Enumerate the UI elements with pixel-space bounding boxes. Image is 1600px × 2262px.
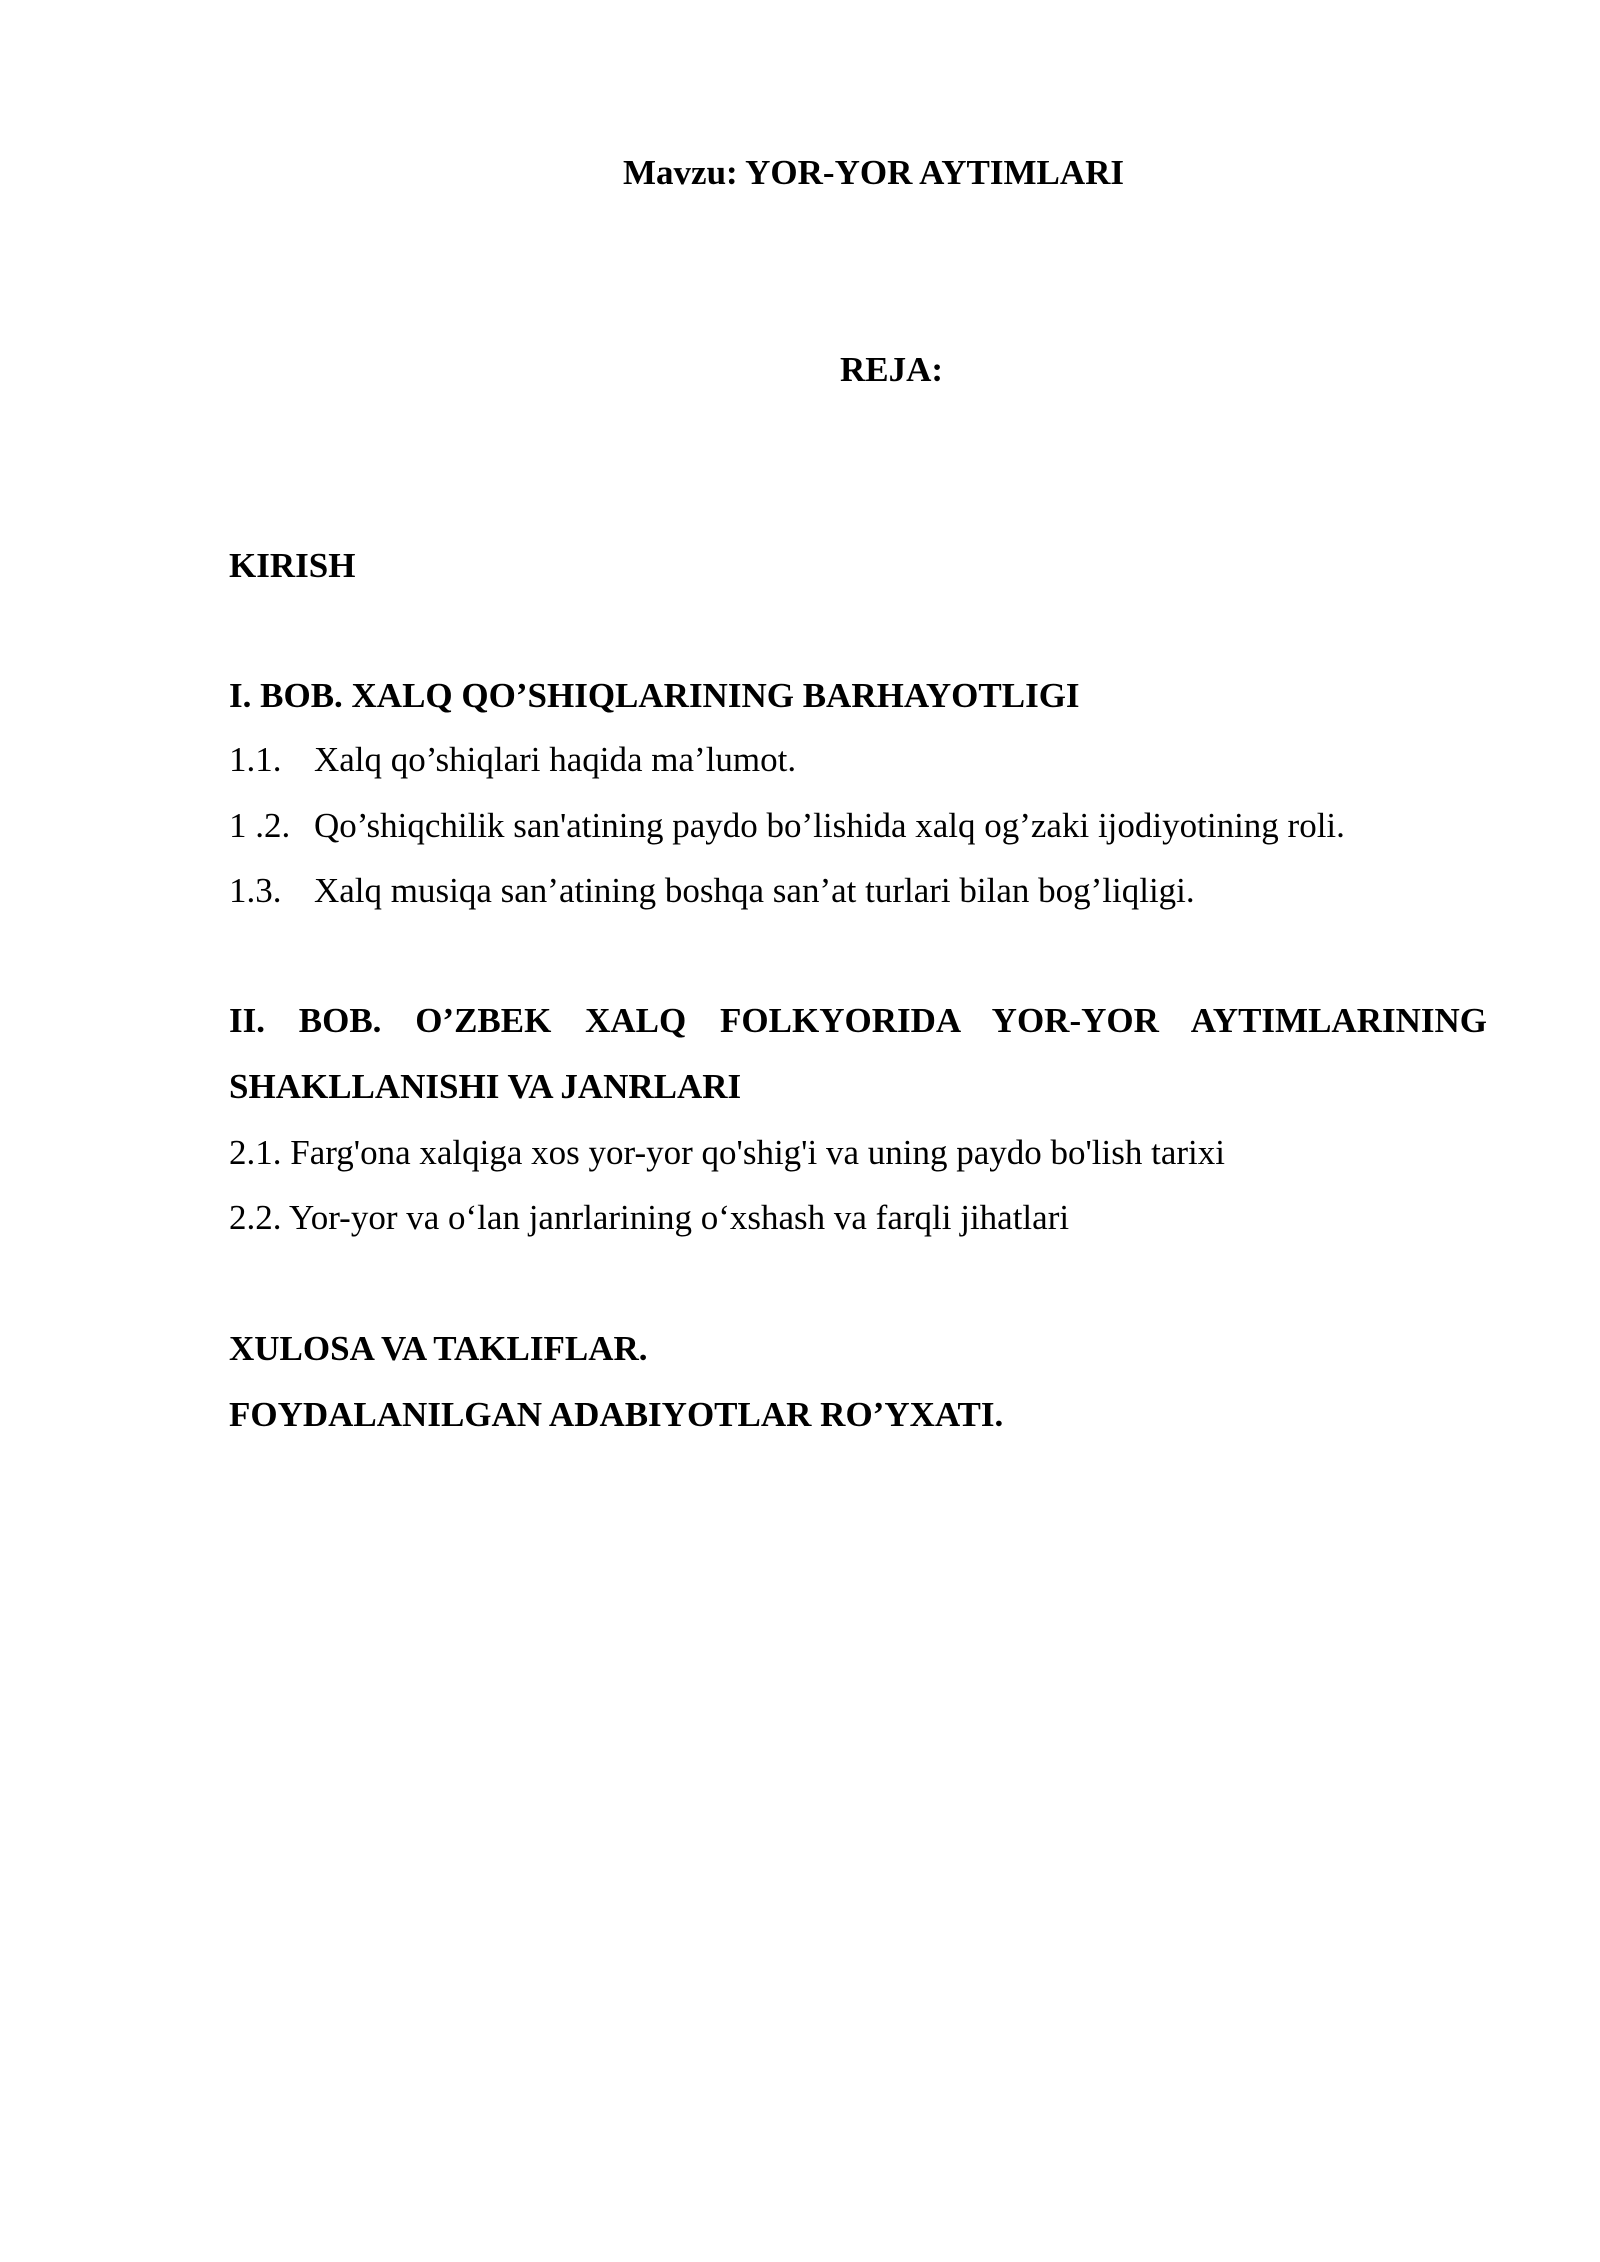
item-text: Qo’shiqchilik san'atining paydo bo’lishida xalq og’zaki ijodiyotining roli.: [314, 806, 1345, 845]
intro-heading: KIRISH: [229, 546, 356, 585]
conclusion-heading: XULOSA VA TAKLIFLAR.: [229, 1329, 648, 1368]
chapter2-heading-line2: SHAKLLANISHI VA JANRLARI: [229, 1067, 742, 1106]
item-text: Xalq qo’shiqlari haqida ma’lumot.: [314, 740, 797, 779]
plan-heading: REJA:: [840, 350, 944, 389]
chapter2-heading-line1: II. BOB. O’ZBEK XALQ FOLKYORIDA YOR-YOR AYTIMLARINING: [229, 1001, 1487, 1040]
references-heading: FOYDALANILGAN ADABIYOTLAR RO’YXATI.: [229, 1395, 1004, 1434]
chapter1-heading: I. BOB. XALQ QO’SHIQLARINING BARHAYOTLIGI: [229, 676, 1080, 715]
chapter2-item-2: 2.2. Yor-yor va o‘lan janrlarining o‘xshash va farqli jihatlari: [229, 1198, 1070, 1237]
document-title: Mavzu: YOR-YOR AYTIMLARI: [623, 153, 1125, 192]
item-number: 1.1.: [229, 740, 282, 779]
item-text: Xalq musiqa san’atining boshqa san’at turlari bilan bog’liqligi.: [314, 871, 1195, 910]
item-number: 1 .2.: [229, 806, 291, 845]
chapter2-item-1: 2.1. Farg'ona xalqiga xos yor-yor qo'shig'i va uning paydo bo'lish tarixi: [229, 1133, 1225, 1172]
item-number: 1.3.: [229, 871, 282, 910]
